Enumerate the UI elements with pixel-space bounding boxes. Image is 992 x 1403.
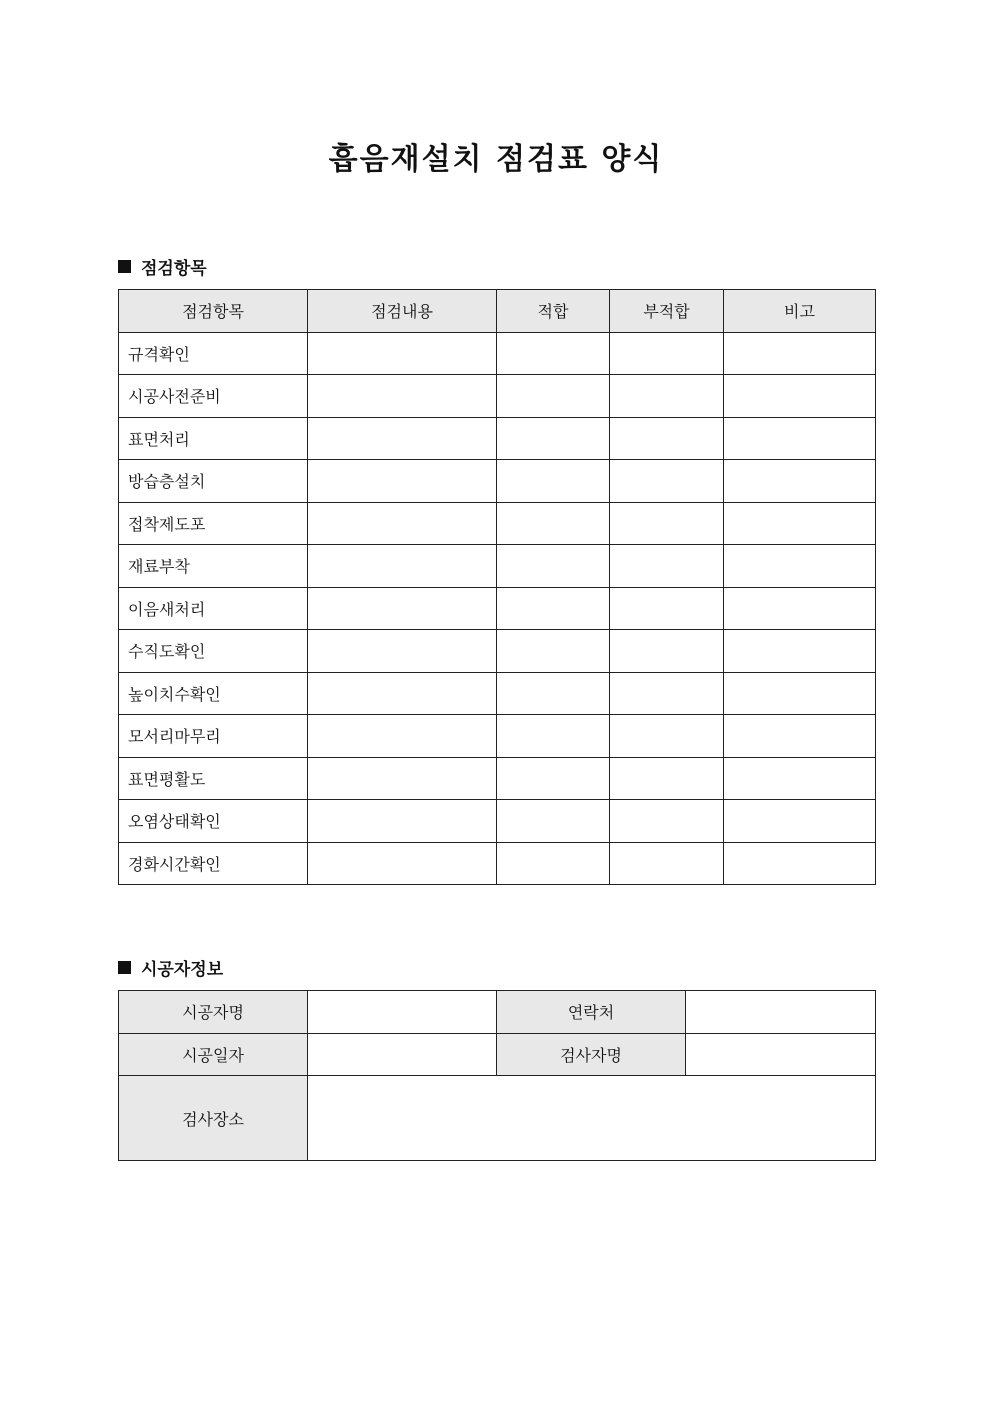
column-header: 비고 bbox=[724, 290, 876, 333]
section-heading-label: 시공자정보 bbox=[141, 960, 224, 980]
table-row bbox=[119, 1033, 876, 1076]
inspection-item-label: 표면처리 bbox=[119, 417, 308, 460]
build-date-field[interactable] bbox=[308, 1033, 497, 1076]
remarks-cell[interactable] bbox=[724, 502, 876, 545]
inspection-item-label: 접착제도포 bbox=[119, 502, 308, 545]
fail-cell[interactable] bbox=[610, 757, 724, 800]
fail-cell[interactable] bbox=[610, 502, 724, 545]
table-row bbox=[119, 332, 876, 375]
table-row bbox=[119, 757, 876, 800]
inspection-location-field[interactable] bbox=[308, 1076, 876, 1161]
table-row bbox=[119, 502, 876, 545]
pass-cell[interactable] bbox=[497, 757, 610, 800]
inspection-content-cell[interactable] bbox=[308, 460, 497, 503]
inspector-name-label: 검사자명 bbox=[497, 1033, 686, 1076]
column-header: 부적합 bbox=[610, 290, 724, 333]
fail-cell[interactable] bbox=[610, 672, 724, 715]
page-title: 흡음재설치 점검표 양식 bbox=[328, 142, 664, 177]
remarks-cell[interactable] bbox=[724, 545, 876, 588]
section-heading-label: 점검항목 bbox=[141, 259, 207, 279]
inspection-item-label: 이음새처리 bbox=[119, 587, 308, 630]
build-date-label: 시공일자 bbox=[119, 1033, 308, 1076]
builder-info-table bbox=[118, 990, 876, 1161]
remarks-cell[interactable] bbox=[724, 672, 876, 715]
square-bullet-icon bbox=[118, 260, 131, 273]
column-header: 점검내용 bbox=[308, 290, 497, 333]
fail-cell[interactable] bbox=[610, 715, 724, 758]
table-row bbox=[119, 375, 876, 418]
inspection-content-cell[interactable] bbox=[308, 587, 497, 630]
fail-cell[interactable] bbox=[610, 587, 724, 630]
inspection-content-cell[interactable] bbox=[308, 332, 497, 375]
pass-cell[interactable] bbox=[497, 460, 610, 503]
inspection-content-cell[interactable] bbox=[308, 800, 497, 843]
contact-label: 연락처 bbox=[497, 991, 686, 1034]
inspection-item-label: 경화시간확인 bbox=[119, 842, 308, 885]
inspection-item-label: 수직도확인 bbox=[119, 630, 308, 673]
table-row bbox=[119, 587, 876, 630]
column-header: 적합 bbox=[497, 290, 610, 333]
pass-cell[interactable] bbox=[497, 842, 610, 885]
inspection-content-cell[interactable] bbox=[308, 757, 497, 800]
inspection-item-label: 규격확인 bbox=[119, 332, 308, 375]
pass-cell[interactable] bbox=[497, 502, 610, 545]
inspection-location-label: 검사장소 bbox=[119, 1076, 308, 1161]
table-row bbox=[119, 460, 876, 503]
table-row bbox=[119, 800, 876, 843]
pass-cell[interactable] bbox=[497, 417, 610, 460]
table-row bbox=[119, 991, 876, 1034]
pass-cell[interactable] bbox=[497, 332, 610, 375]
remarks-cell[interactable] bbox=[724, 417, 876, 460]
inspection-content-cell[interactable] bbox=[308, 545, 497, 588]
remarks-cell[interactable] bbox=[724, 715, 876, 758]
pass-cell[interactable] bbox=[497, 672, 610, 715]
remarks-cell[interactable] bbox=[724, 800, 876, 843]
table-row bbox=[119, 545, 876, 588]
pass-cell[interactable] bbox=[497, 587, 610, 630]
inspection-item-label: 재료부착 bbox=[119, 545, 308, 588]
pass-cell[interactable] bbox=[497, 375, 610, 418]
inspection-content-cell[interactable] bbox=[308, 842, 497, 885]
table-row bbox=[119, 842, 876, 885]
pass-cell[interactable] bbox=[497, 545, 610, 588]
remarks-cell[interactable] bbox=[724, 460, 876, 503]
fail-cell[interactable] bbox=[610, 800, 724, 843]
table-row bbox=[119, 715, 876, 758]
table-row bbox=[119, 1076, 876, 1161]
square-bullet-icon bbox=[118, 961, 131, 974]
column-header: 점검항목 bbox=[119, 290, 308, 333]
table-header-row bbox=[119, 290, 876, 333]
inspection-item-label: 시공사전준비 bbox=[119, 375, 308, 418]
builder-name-label: 시공자명 bbox=[119, 991, 308, 1034]
remarks-cell[interactable] bbox=[724, 630, 876, 673]
table-row bbox=[119, 417, 876, 460]
table-row bbox=[119, 630, 876, 673]
fail-cell[interactable] bbox=[610, 630, 724, 673]
inspection-item-label: 높이치수확인 bbox=[119, 672, 308, 715]
fail-cell[interactable] bbox=[610, 417, 724, 460]
inspection-table bbox=[118, 289, 876, 885]
remarks-cell[interactable] bbox=[724, 587, 876, 630]
pass-cell[interactable] bbox=[497, 800, 610, 843]
pass-cell[interactable] bbox=[497, 630, 610, 673]
remarks-cell[interactable] bbox=[724, 332, 876, 375]
section-heading-inspection bbox=[118, 254, 207, 279]
table-row bbox=[119, 672, 876, 715]
remarks-cell[interactable] bbox=[724, 842, 876, 885]
section-heading-builder-info bbox=[118, 955, 223, 980]
inspection-item-label: 모서리마무리 bbox=[119, 715, 308, 758]
inspection-content-cell[interactable] bbox=[308, 715, 497, 758]
inspection-item-label: 표면평활도 bbox=[119, 757, 308, 800]
fail-cell[interactable] bbox=[610, 460, 724, 503]
fail-cell[interactable] bbox=[610, 545, 724, 588]
inspection-content-cell[interactable] bbox=[308, 502, 497, 545]
fail-cell[interactable] bbox=[610, 842, 724, 885]
pass-cell[interactable] bbox=[497, 715, 610, 758]
inspection-item-label: 오염상태확인 bbox=[119, 800, 308, 843]
inspection-content-cell[interactable] bbox=[308, 630, 497, 673]
fail-cell[interactable] bbox=[610, 375, 724, 418]
inspection-item-label: 방습층설치 bbox=[119, 460, 308, 503]
inspector-name-field[interactable] bbox=[686, 1033, 876, 1076]
inspection-content-cell[interactable] bbox=[308, 375, 497, 418]
remarks-cell[interactable] bbox=[724, 375, 876, 418]
contact-field[interactable] bbox=[686, 991, 876, 1034]
remarks-cell[interactable] bbox=[724, 757, 876, 800]
builder-name-field[interactable] bbox=[308, 991, 497, 1034]
inspection-content-cell[interactable] bbox=[308, 672, 497, 715]
inspection-content-cell[interactable] bbox=[308, 417, 497, 460]
fail-cell[interactable] bbox=[610, 332, 724, 375]
